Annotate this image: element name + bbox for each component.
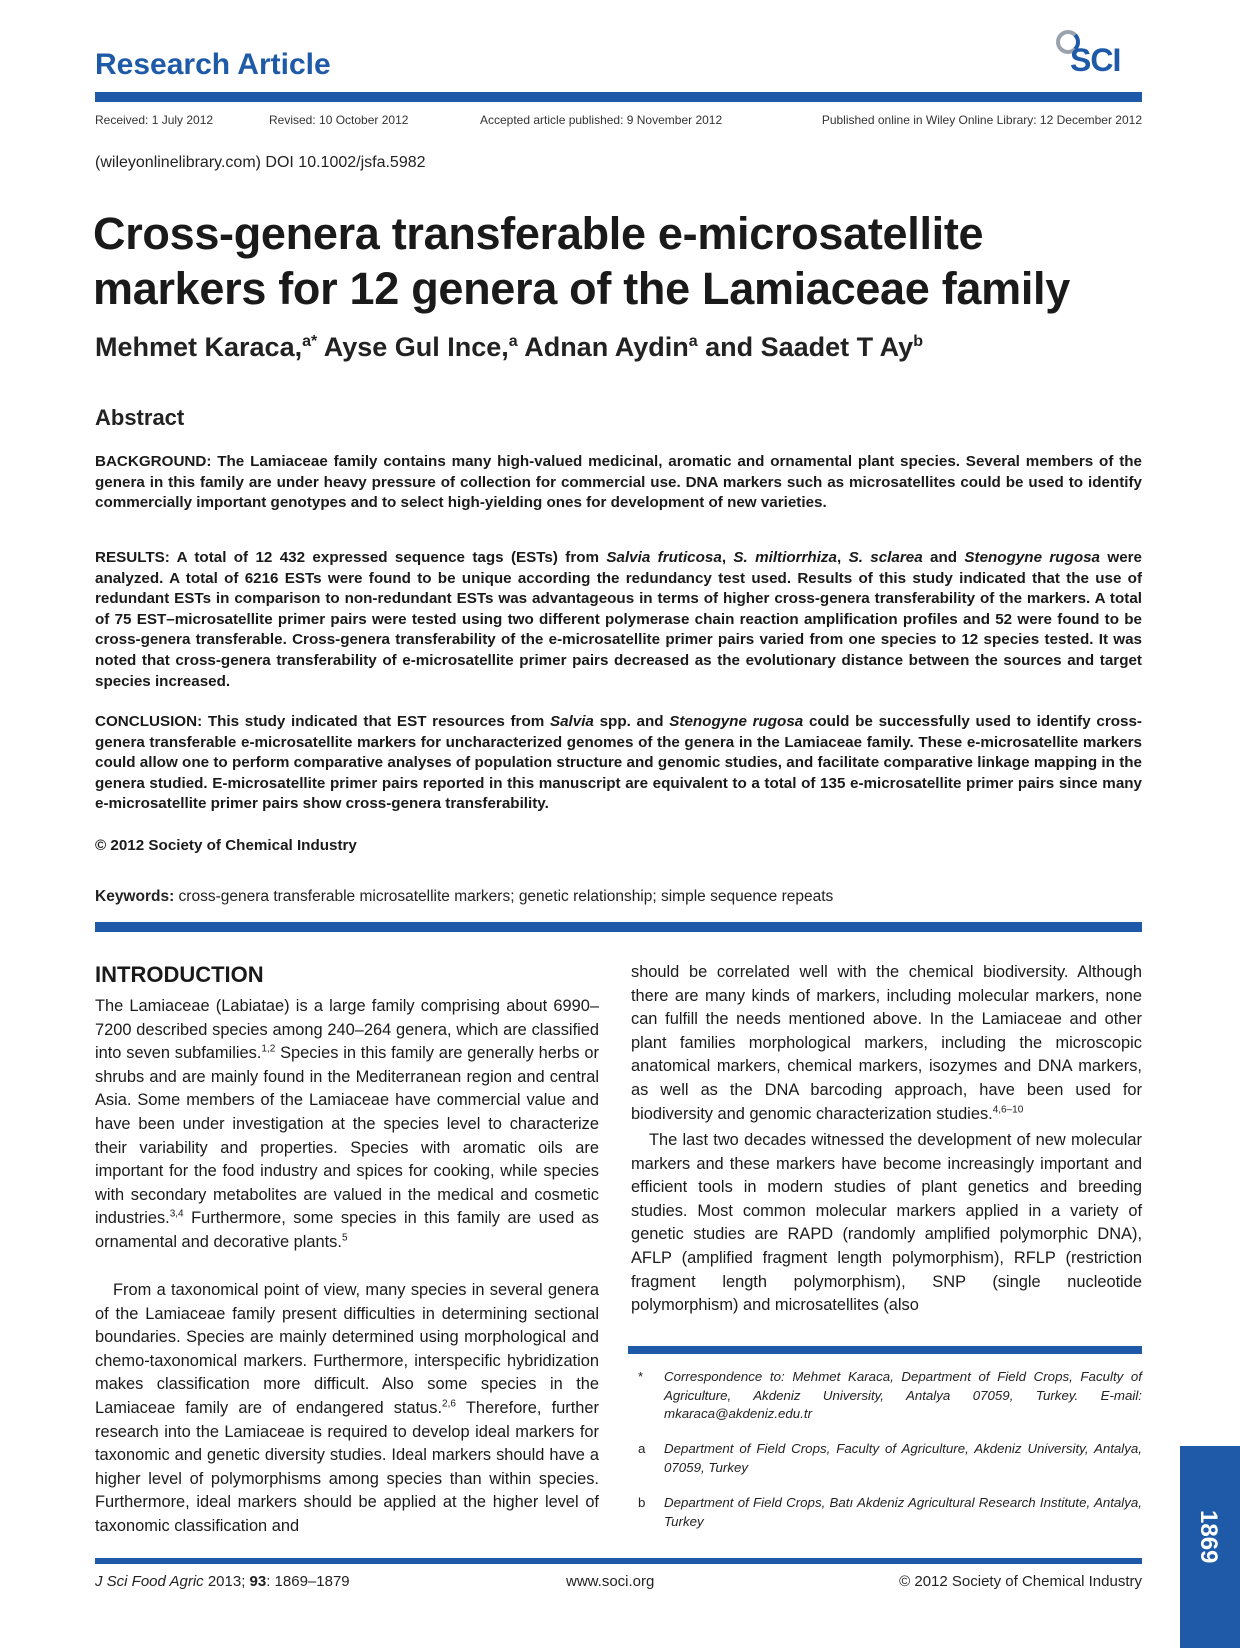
keywords-list: cross-genera transferable microsatellite markers; genetic relationship; simple sequence repeats (174, 888, 834, 905)
author-affiliation: a (508, 333, 518, 350)
footer-rule (95, 1558, 1142, 1564)
logo-text: SCI (1070, 42, 1121, 78)
introduction-heading: INTRODUCTION (95, 962, 264, 987)
abstract-copyright: © 2012 Society of Chemical Industry (95, 837, 357, 854)
affiliation-b-footnote (638, 1494, 1142, 1534)
keywords (95, 888, 833, 906)
intro-paragraph-3: should be correlated well with the chemical biodiversity. Although there are many kinds of markers, including molecular markers, none can fulfill the needs mentioned above. In the Lamiaceae and other plant families morphological markers, including the microscopic anatomical markers, chemical markers, isozymes and DNA markers, as well as the DNA barcoding approach, have been used for biodiversity and genomic characterization studies.$^{4,6-10}$ (631, 963, 1142, 1123)
article-dates (95, 113, 1142, 129)
footer-copyright: © 2012 Society of Chemical Industry (899, 1573, 1142, 1590)
intro-paragraph-4: The last two decades witnessed the development of new molecular markers and these markers have become increasingly important and efficient tools in modern studies of plant genetics and breeding studies. Most common molecular markers applied in a variety of genetic studies are RAPD (randomly amplified polymorphic DNA), AFLP (amplified fragment length polymorphism), RFLP (restriction fragment length polymorphism), SNP (single nucleotide polymorphism) and microsatellites (also (631, 1131, 1142, 1315)
footnote-mark: * (638, 1369, 644, 1384)
page-number-tab (1180, 1446, 1240, 1648)
published-date: Published online in Wiley Online Library: 12 December 2012 (821, 113, 1142, 127)
footnote-text: Department of Field Crops, Batı Akdeniz Agricultural Research Institute, Antalya, Turkey (664, 1495, 1142, 1529)
author-affiliation: b (913, 333, 923, 350)
abstract-conclusion: CONCLUSION: This study indicated that EST resources from Salvia spp. and Stenogyne rugosa could be successfully used to identify cross-genera transferable e-microsatellite markers for uncharacterized genomes of the genera in the Lamiaceae family. These e-microsatellite markers could allow one to perform comparative analyses of population structure and genomic studies, and facilitate comparative linkage mapping in the genera studied. E-microsatellite primer pairs reported in this manuscript are equivalent to a total of 135 e-microsatellite primer pairs since many e-microsatellite primer pairs show cross-genera transferability. (95, 713, 1142, 813)
footnote-text: Department of Field Crops, Faculty of Agriculture, Akdeniz University, Antalya, 07059, Turkey (664, 1441, 1142, 1475)
accepted-date: Accepted article published: 9 November 2012 (480, 113, 723, 127)
author-affiliation: a* (302, 333, 318, 350)
intro-paragraph-1: The Lamiaceae (Labiatae) is a large family comprising about 6990–7200 described species among 240–264 genera, which are classified into seven subfamilies.$^{1,2}$ Species in this family are generally herbs or shrubs and are mainly found in the Mediterranean region and central Asia. Some members of the Lamiaceae have commercial value and have been under investigation at the species level to characterize their variability and properties. Species with aromatic oils are important for the food industry and spices for cooking, while species with secondary metabolites are valued in the medical and cosmetic industries.$^{3,4}$ Furthermore, some species in this family are used as ornamental and decorative plants.$^5$ (95, 997, 600, 1251)
intro-paragraph-2: From a taxonomical point of view, many species in several genera of the Lamiaceae family present difficulties in determining sectional boundaries. Species are mainly determined using morphological and chemo-taxonomical markers. Furthermore, interspecific hybridization makes classification more difficult. Also some species in the Lamiaceae family are of endangered status.$^{2,6}$ Therefore, further research into the Lamiaceae is required to develop ideal markers for taxonomic and genetic diversity studies. Ideal markers should have a higher level of polymorphisms among species than within species. Furthermore, ideal markers should be applied at the higher level of taxonomic classification and (95, 1281, 599, 1535)
keywords-label: Keywords: (95, 888, 175, 905)
abstract-results: RESULTS: A total of 12 432 expressed sequence tags (ESTs) from Salvia fruticosa, S. miltiorrhiza, S. sclarea and Stenogyne rugosa were analyzed. A total of 6216 ESTs were found to be unique according the redundancy test used. Results of this study indicated that the use of redundant ESTs in comparison to non-redundant ESTs was advantageous in terms of higher cross-genera transferability of the markers. A total of 75 EST–microsatellite primer pairs were tested using two different polymerase chain reaction amplification profiles and 52 were found to be cross-genera transferable. Cross-genera transferability of the e-microsatellite primer pairs varied from one species to 12 species tested. It was noted that cross-genera transferability of e-microsatellite primer pairs decreased as the evolutionary distance between the sources and target species increased. (95, 549, 1142, 690)
revised-date: Revised: 10 October 2012 (269, 113, 409, 127)
footnote-mark: a (638, 1441, 646, 1456)
received-date: Received: 1 July 2012 (95, 113, 214, 127)
section-label: Research Article (95, 48, 331, 81)
journal-citation: J Sci Food Agric 2013; 93: 1869–1879 (95, 1573, 350, 1590)
correspondence-footnote (638, 1368, 1142, 1428)
footnote-mark: b (638, 1495, 646, 1510)
article-title: Cross-genera transferable e-microsatellite markers for 12 genera of the Lamiaceae family (93, 208, 1070, 314)
footnote-rule (628, 1346, 1142, 1354)
author-name: Adnan Aydin (524, 332, 689, 362)
author-list (95, 332, 923, 363)
header-rule (95, 92, 1142, 102)
doi: (wileyonlinelibrary.com) DOI 10.1002/jsfa.5982 (95, 154, 426, 171)
abstract-heading: Abstract (95, 405, 185, 430)
affiliation-a-footnote (638, 1440, 1142, 1480)
footnote-text: Correspondence to: Mehmet Karaca, Department of Field Crops, Faculty of Agriculture, Akdeniz University, Antalya 07059, Turkey. E-mail: mkaraca@akdeniz.edu.tr (664, 1369, 1142, 1421)
author-name: and Saadet T Ay (705, 332, 914, 362)
journal-website[interactable]: www.soci.org (566, 1573, 655, 1590)
author-name: Ayse Gul Ince, (323, 332, 509, 362)
abstract-rule (95, 922, 1142, 932)
author-name: Mehmet Karaca, (95, 332, 303, 362)
page-number: 1869 (1195, 1510, 1222, 1564)
author-affiliation: a (688, 333, 698, 350)
abstract-background: BACKGROUND: The Lamiaceae family contains many high-valued medicinal, aromatic and ornamental plant species. Several members of the genera in this family are under heavy pressure of collection for commercial use. DNA markers such as microsatellites could be used to identify commercially important genotypes and to select high-yielding ones for development of new varieties. (95, 453, 1142, 512)
sci-logo (1052, 26, 1142, 84)
